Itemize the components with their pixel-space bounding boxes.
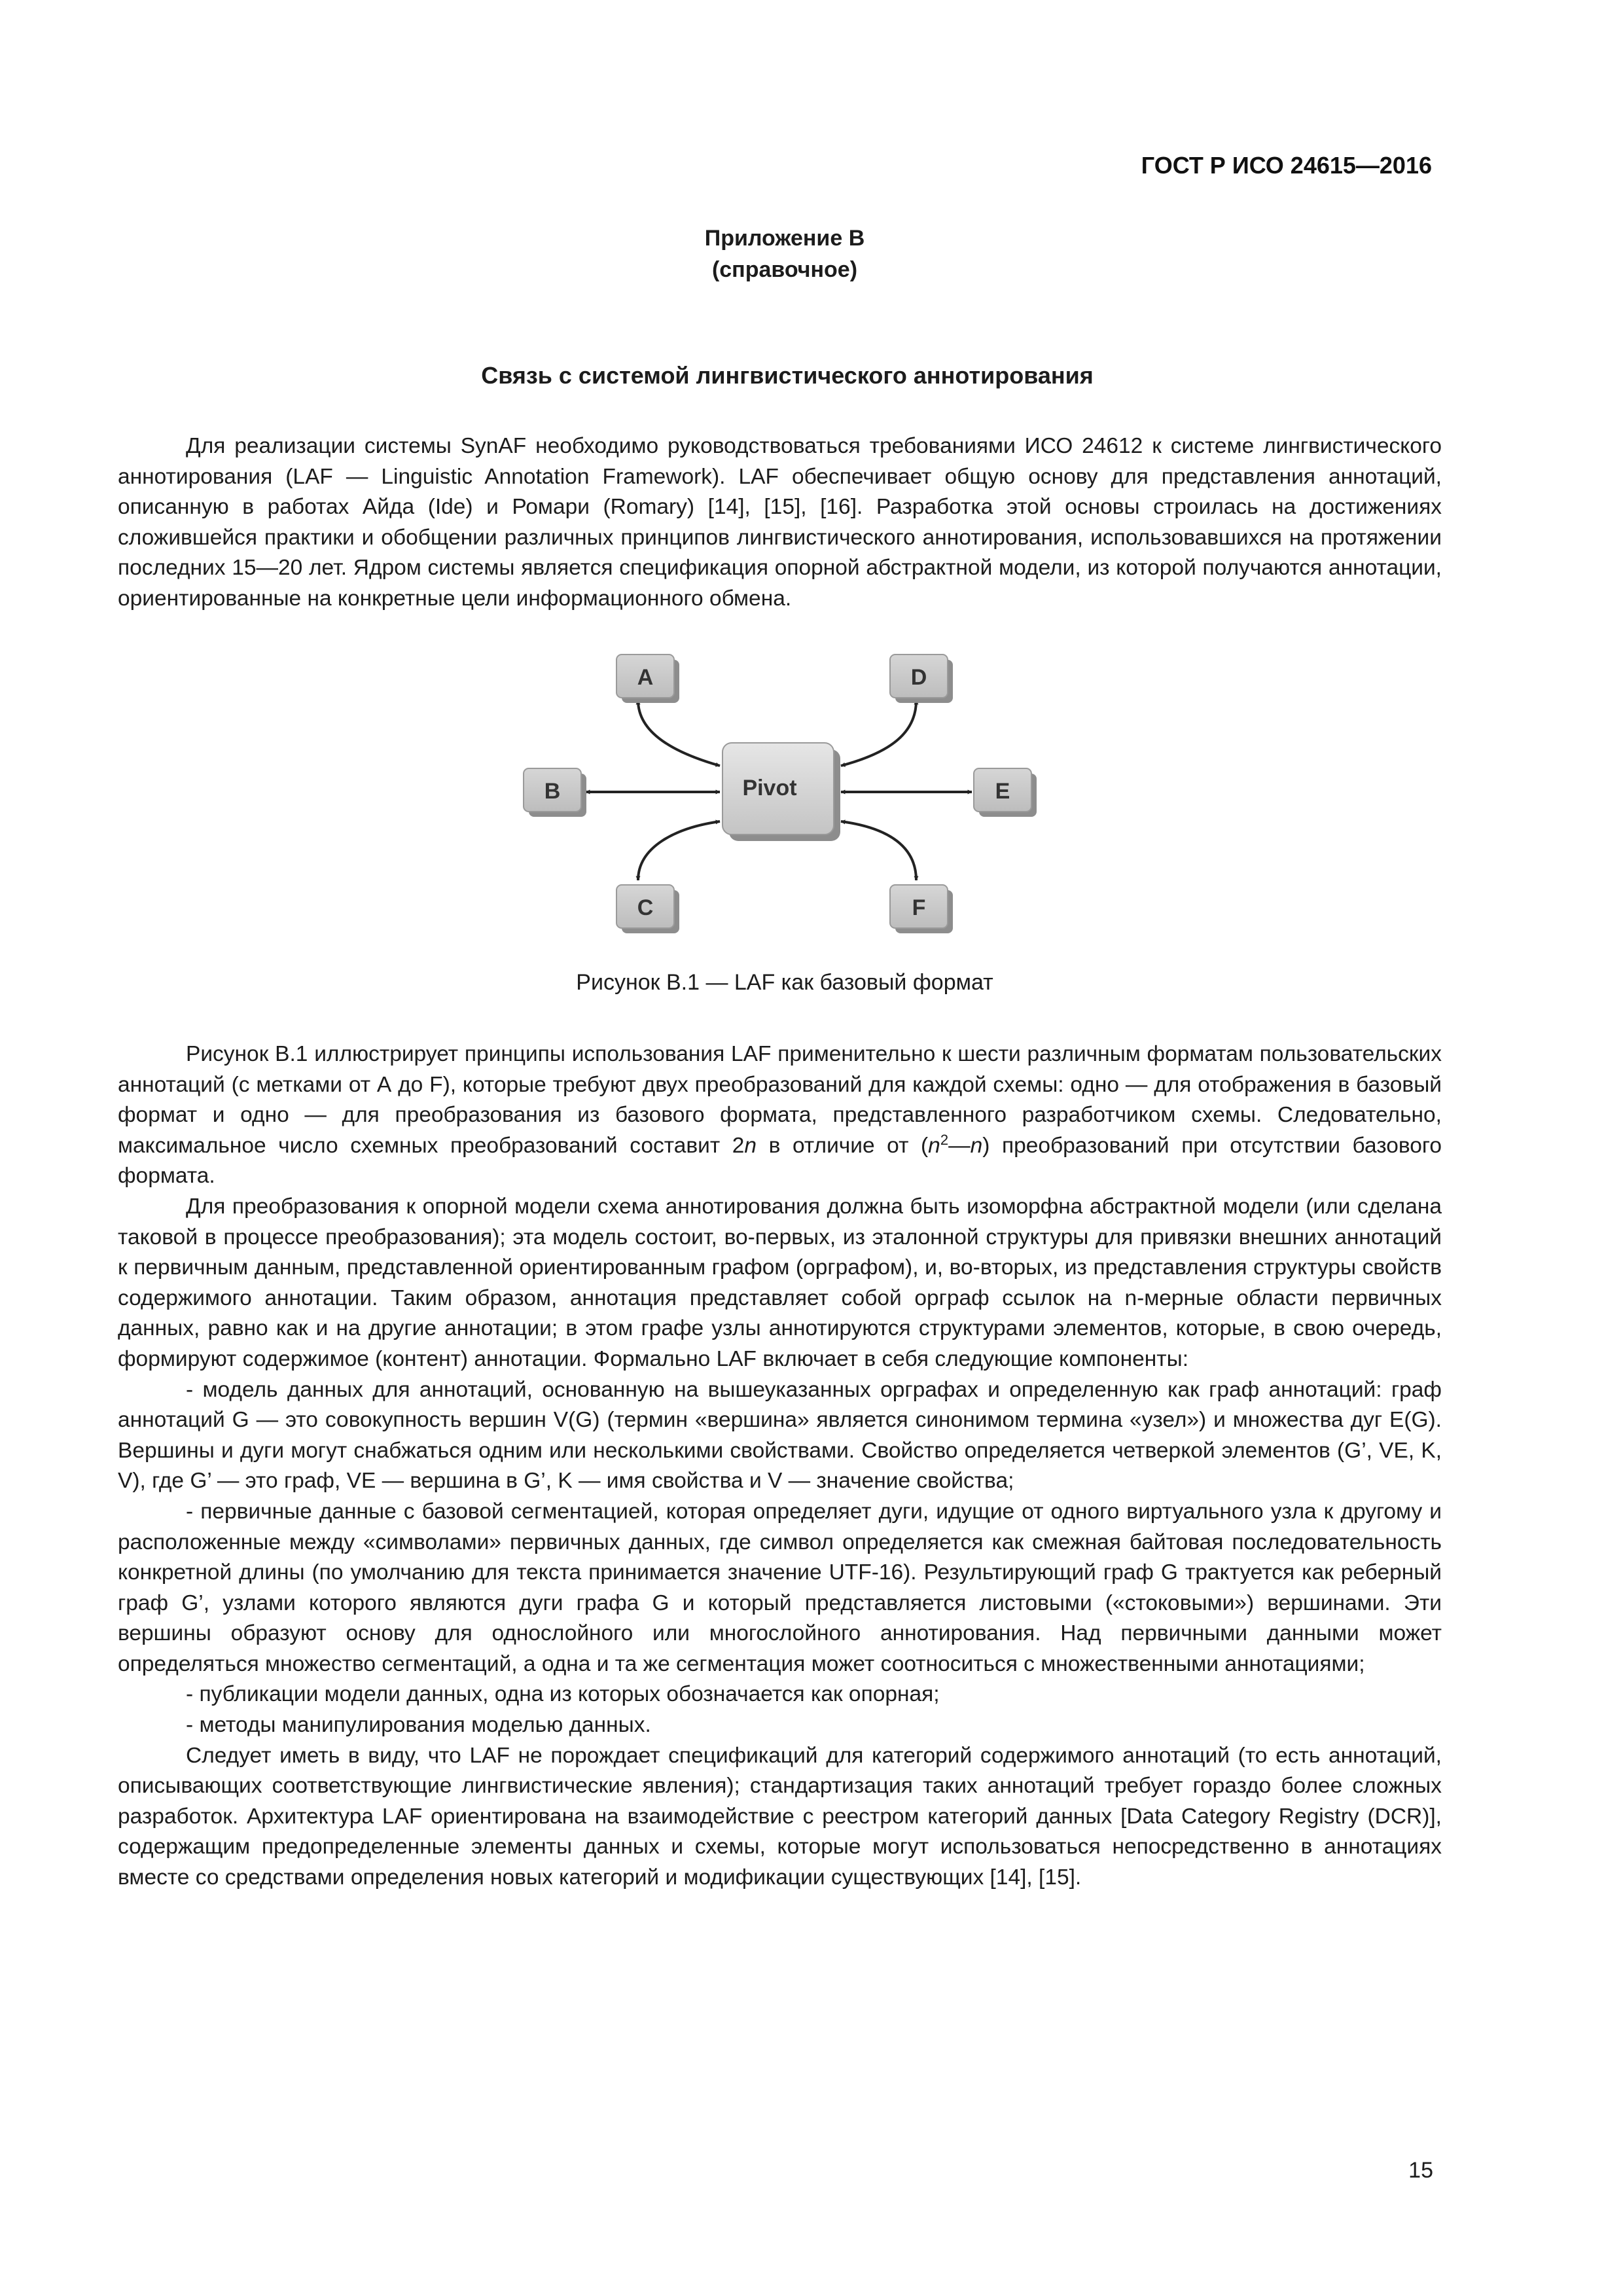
intro-paragraph: Для реализации системы SynAF необходимо руководствоваться требованиями ИСО 24612 к системе лингвистического аннотирования (LAF — Linguistic Annotation Framework). LAF обеспечивает общую основу для представления аннотаций, описанную в работах Айда (Ide) и Ромари (Romary) [14], [15], [16]. Разработка этой основы строилась на достижениях сложившейся практики и обобщении различных принципов лингвистического аннотирования, использовавшихся на протяжении последних 15—20 лет. Ядром системы является спецификация опорной абстрактной модели, из которой получаются аннотации, ориентированные на конкретные цели информационного обмена. xyxy=(118,434,1442,611)
paragraph-2: Для преобразования к опорной модели схема аннотирования должна быть изоморфна абстрактной модели (или сделана таковой в процессе преобразования); эта модель состоит, во-первых, из эталонной структуры для привязки внешних аннотаций к первичным данным, представленной ориентированным графом (орграфом), и, во-вторых, из представления структуры свойств содержимого аннотации. Таким образом, аннотация представляет собой орграф ссылок на n-мерные области первичных данных, равно как и на другие аннотации; в этом графе узлы аннотируются структурами элементов, которые, в свою очередь, формируют содержимое (контент) аннотации. Формально LAF включает в себя следующие компоненты: xyxy=(118,1194,1442,1371)
node-e-label: E xyxy=(995,779,1010,804)
appendix-subtitle: (справочное) xyxy=(711,257,858,282)
arrow-pivot-f xyxy=(841,821,916,880)
laf-pivot-diagram xyxy=(0,648,1623,949)
paragraph-1: Рисунок В.1 иллюстрирует принципы использования LAF применительно к шести различным форматам пользовательских аннотаций (с метками от А до F), которые требуют двух преобразований для каждой схемы: одно — для отображения в базовый формат и одно — для преобразования из базового формата, представленного разработчиком схемы. Следовательно, максимальное число схемных преобразований составит 2n в отличие от $(n^2—n)$ преобразований при отсутствии базового формата. xyxy=(118,1042,1442,1189)
page-number: 15 xyxy=(1408,2158,1433,2183)
node-b-label: B xyxy=(544,779,561,804)
paragraph-3: Следует иметь в виду, что LAF не порождает спецификаций для категорий содержимого аннотаций (то есть аннотаций, описывающих соответствующие лингвистические явления); стандартизация таких аннотаций требует гораздо более сложных разработок. Архитектура LAF ориентирована на взаимодействие с реестром категорий данных [Data Category Registry (DCR)], содержащим предопределенные элементы данных и схемы, которые могут использоваться непосредственно в аннотациях вместе со средствами определения новых категорий и модификации существующих [14], [15]. xyxy=(118,1743,1442,1890)
section-title: Связь с системой лингвистического аннотирования xyxy=(481,362,1094,389)
pivot-label: Pivot xyxy=(742,776,797,800)
list-item: - модель данных для аннотаций, основанную на вышеуказанных орграфах и определенную как граф аннотаций: граф аннотаций G — это совокупность вершин V(G) (термин «вершина» является синонимом термина «узел») и множества дуг E(G). Вершины и дуги могут снабжаться одним или несколькими свойствами. Свойство определяется четверкой элементов (G’, VE, K, V), где G’ — это граф, VE — вершина в G’, K — имя свойства и V — значение свойства; xyxy=(118,1377,1442,1494)
arrow-pivot-c xyxy=(638,821,720,880)
standard-header: ГОСТ Р ИСО 24615—2016 xyxy=(1141,152,1432,179)
node-a-label: A xyxy=(637,665,654,690)
list-item: - публикации модели данных, одна из которых обозначается как опорная; xyxy=(186,1682,940,1707)
intro-block xyxy=(118,431,1442,615)
main-text xyxy=(118,1039,1442,1893)
node-c-label: C xyxy=(637,895,654,920)
list-item: - первичные данные с базовой сегментацией, которая определяет дуги, идущие от одного виртуального узла к другому и расположенные между «символами» первичных данных, где символ определяется как смежная байтовая последовательность конкретной длины (по умолчанию для текста принимается значение UTF-16). Результирующий граф G трактуется как реберный граф G’, узлами которого являются дуги графа G и который представляется листовыми («стоковыми») вершинами. Эти вершины образуют основу для однослойного или многослойного аннотирования. Над первичными данными может определяться множество сегментаций, а одна и та же сегментация может соотноситься с множественными аннотациями; xyxy=(118,1499,1442,1676)
figure-caption: Рисунок В.1 — LAF как базовый формат xyxy=(576,970,993,995)
arrow-pivot-a xyxy=(638,700,720,766)
arrow-pivot-d xyxy=(841,700,916,766)
list-item: - методы манипулирования моделью данных. xyxy=(186,1713,651,1738)
appendix-heading xyxy=(0,223,1569,285)
node-d-label: D xyxy=(910,665,927,690)
node-f-label: F xyxy=(912,895,926,920)
appendix-title: Приложение В xyxy=(704,226,865,251)
